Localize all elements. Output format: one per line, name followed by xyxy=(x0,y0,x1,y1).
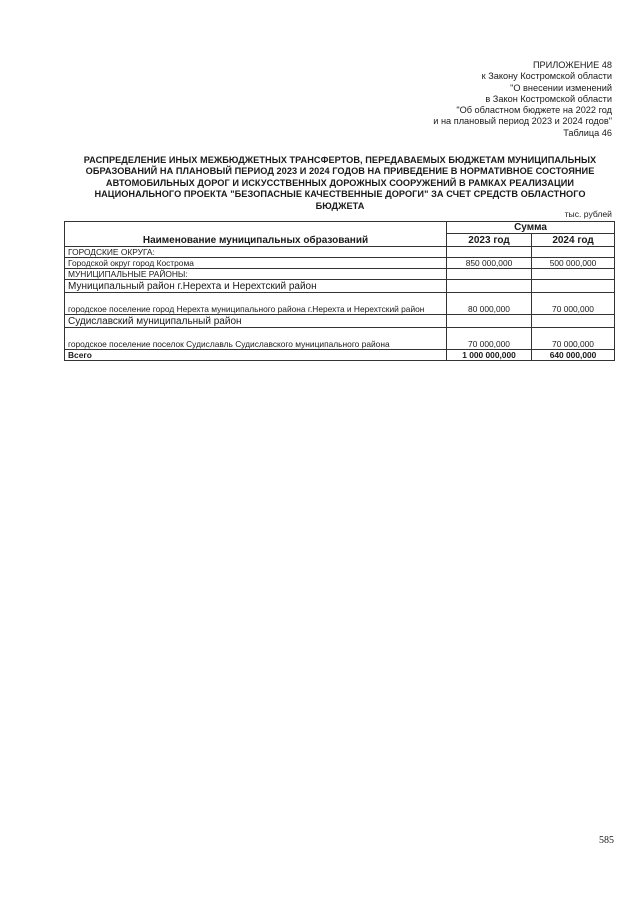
row-name: городское поселение город Нерехта муниципального района г.Нерехта и Нерехтский район xyxy=(65,293,447,315)
document-title xyxy=(60,155,620,212)
title-line: АВТОМОБИЛЬНЫХ ДОРОГ И ИСКУССТВЕННЫХ ДОРОЖНЫХ СООРУЖЕНИЙ В РАМКАХ РЕАЛИЗАЦИИ xyxy=(105,177,575,188)
appendix-block xyxy=(312,60,612,139)
appendix-line: "Об областном бюджете на 2022 год xyxy=(456,105,612,116)
row-value-2024 xyxy=(532,247,615,258)
title-line: НАЦИОНАЛЬНОГО ПРОЕКТА "БЕЗОПАСНЫЕ КАЧЕСТВЕННЫЕ ДОРОГИ" ЗА СЧЕТ СРЕДСТВ ОБЛАСТНОГО xyxy=(94,189,586,200)
header-year-2024: 2024 год xyxy=(532,234,615,247)
appendix-line: ПРИЛОЖЕНИЕ 48 xyxy=(532,60,612,70)
table-row xyxy=(65,269,615,280)
table-row xyxy=(65,280,615,293)
row-value-2023 xyxy=(447,315,532,328)
row-name: ГОРОДСКИЕ ОКРУГА: xyxy=(65,247,447,258)
appendix-line: к Закону Костромской области xyxy=(481,71,612,82)
row-value-2024: 70 000,000 xyxy=(532,293,615,315)
title-line: РАСПРЕДЕЛЕНИЕ ИНЫХ МЕЖБЮДЖЕТНЫХ ТРАНСФЕРТОВ, ПЕРЕДАВАЕМЫХ БЮДЖЕТАМ МУНИЦИПАЛЬНЫХ xyxy=(83,155,597,165)
row-value-2023: 70 000,000 xyxy=(447,328,532,350)
row-value-2024: 500 000,000 xyxy=(532,258,615,269)
row-value-2024 xyxy=(532,269,615,280)
row-name: Городской округ город Кострома xyxy=(65,258,447,269)
total-value-2023: 1 000 000,000 xyxy=(447,350,532,361)
row-value-2024: 70 000,000 xyxy=(532,328,615,350)
header-sum: Сумма xyxy=(447,222,615,234)
appendix-line: "О внесении изменений xyxy=(510,82,612,93)
units-label: тыс. рублей xyxy=(564,209,612,219)
row-value-2023 xyxy=(447,247,532,258)
table-row xyxy=(65,293,615,315)
table-row xyxy=(65,315,615,328)
transfers-table xyxy=(64,221,615,361)
row-name: городское поселение поселок Судиславль Судиславского муниципального района xyxy=(65,328,447,350)
row-value-2023: 850 000,000 xyxy=(447,258,532,269)
table-row xyxy=(65,328,615,350)
row-name: МУНИЦИПАЛЬНЫЕ РАЙОНЫ: xyxy=(65,269,447,280)
row-value-2023: 80 000,000 xyxy=(447,293,532,315)
total-label: Всего xyxy=(65,350,447,361)
table-row xyxy=(65,247,615,258)
total-row xyxy=(65,350,615,361)
title-line: ОБРАЗОВАНИЙ НА ПЛАНОВЫЙ ПЕРИОД 2023 И 2024 ГОДОВ НА ПРИВЕДЕНИЕ В НОРМАТИВНОЕ СОСТОЯНИЕ xyxy=(85,166,595,177)
row-name: Судиславский муниципальный район xyxy=(65,315,447,328)
row-value-2023 xyxy=(447,269,532,280)
table-row xyxy=(65,258,615,269)
appendix-line: и на плановый период 2023 и 2024 годов" xyxy=(433,116,612,127)
row-value-2024 xyxy=(532,315,615,328)
total-value-2024: 640 000,000 xyxy=(532,350,615,361)
table-number: Таблица 46 xyxy=(563,127,612,138)
row-value-2023 xyxy=(447,280,532,293)
header-name: Наименование муниципальных образований xyxy=(65,222,447,247)
header-year-2023: 2023 год xyxy=(447,234,532,247)
row-value-2024 xyxy=(532,280,615,293)
title-line: БЮДЖЕТА xyxy=(315,200,365,211)
page-number: 585 xyxy=(599,835,614,846)
appendix-line: в Закон Костромской области xyxy=(485,93,612,104)
row-name: Муниципальный район г.Нерехта и Нерехтский район xyxy=(65,280,447,293)
